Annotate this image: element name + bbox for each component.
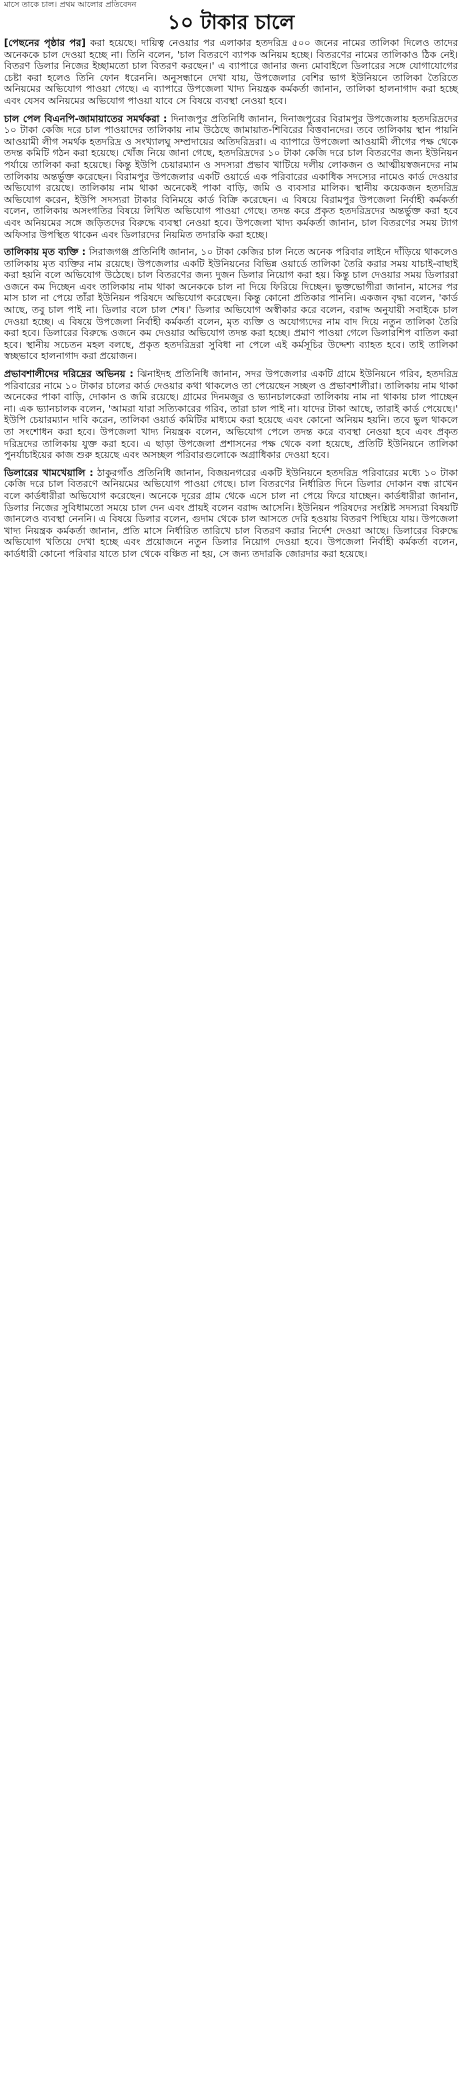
section-heading: ডিলারের খামখেয়ালি : bbox=[4, 467, 94, 479]
section-text: সিরাজগঞ্জ প্রতিনিধি জানান, ১০ টাকা কেজির চাল নিতে অনেক পরিবার লাইনে দাঁড়িয়ে থাকলেও তালিকায় মৃত ব্যক্তির নাম রয়েছে। উপজেলার একটি ইউনিয়নের বিভিন্ন ওয়ার্ডে তালিকা তৈরি করার সময় যাচাই-বাছাই করা হয়নি বলে অভিযোগ উঠেছে। চাল বিতরণের জন্য দুজন ডিলার নিয়োগ করা হয়। কিন্তু চাল দেওয়ার সময় ডিলাররা ওজনে কম দিচ্ছেন এবং তালিকায় নাম থাকা অনেককে চাল না দিয়ে ফিরিয়ে দিচ্ছেন। ভুক্তভোগীরা জানান, মাসের পর মাস চাল না পেয়ে তাঁরা ইউনিয়ন পরিষদে অভিযোগ করেছেন। কিন্তু কোনো প্রতিকার পাননি। একজন বৃদ্ধা বলেন, 'কার্ড আছে, তবু চাল পাই না। ডিলার বলে চাল শেষ।' ডিলার অভিযোগ অস্বীকার করে বলেন, বরাদ্দ অনুযায়ী সবাইকে চাল দেওয়া হচ্ছে। এ বিষয়ে উপজেলা নির্বাহী কর্মকর্তা বলেন, মৃত ব্যক্তি ও অযোগ্যদের নাম বাদ দিয়ে নতুন তালিকা তৈরি করা হবে। ডিলারের বিরুদ্ধে ওজনে কম দেওয়ার অভিযোগ তদন্ত করা হচ্ছে। প্রমাণ পাওয়া গেলে ডিলারশিপ বাতিল করা হবে। স্থানীয় সচেতন মহল বলছে, প্রকৃত হতদরিদ্ররা সুবিধা না পেলে এই কর্মসূচির উদ্দেশ্য ব্যাহত হবে। তাই তালিকা স্বচ্ছভাবে হালনাগাদ করা প্রয়োজন। bbox=[4, 247, 458, 363]
section-heading: প্রভাবশালীদের দরিদ্রের অভিনয় : bbox=[4, 369, 134, 381]
section-text: দিনাজপুর প্রতিনিধি জানান, দিনাজপুরের বিরামপুর উপজেলায় হতদরিদ্রদের ১০ টাকা কেজি দরে চাল পাওয়াদের তালিকায় নাম উঠেছে জামায়াত-শিবিরের বিত্তবানদের। তবে তালিকায় স্থান পায়নি আওয়ামী লীগ সমর্থক হতদরিদ্র ও সংখ্যালঘু সম্প্রদায়ের অতিদরিদ্ররা। এ ব্যাপারে উপজেলা আওয়ামী লীগের পক্ষ থেকে তদন্ত কমিটি গঠন করা হয়েছে। খোঁজ নিয়ে জানা গেছে, হতদরিদ্রদের ১০ টাকা কেজি দরে চাল বিতরণের জন্য ইউনিয়ন পর্যায়ে তালিকা করা হয়েছে। কিন্তু ইউপি চেয়ারম্যান ও সদস্যরা প্রভাব খাটিয়ে দলীয় লোকজন ও আত্মীয়স্বজনদের নাম তালিকায় অন্তর্ভুক্ত করেছেন। বিরামপুর উপজেলার একটি ওয়ার্ডে এক পরিবারের একাধিক সদস্যের নামেও কার্ড দেওয়ার অভিযোগ রয়েছে। তালিকায় নাম থাকা অনেকেই পাকা বাড়ি, জমি ও ব্যবসার মালিক। স্থানীয় কয়েকজন হতদরিদ্র অভিযোগ করেন, ইউপি সদস্যরা টাকার বিনিময়ে কার্ড বিক্রি করেছেন। এ বিষয়ে বিরামপুর উপজেলা নির্বাহী কর্মকর্তা বলেন, তালিকায় অসংগতির বিষয়ে লিখিত অভিযোগ পাওয়া গেছে। তদন্ত করে প্রকৃত হতদরিদ্রদের অন্তর্ভুক্ত করা হবে এবং অনিয়মের সঙ্গে জড়িতদের বিরুদ্ধে ব্যবস্থা নেওয়া হবে। উপজেলা খাদ্য কর্মকর্তা জানান, চাল বিতরণের সময় ট্যাগ অফিসার উপস্থিত থাকেন এবং ডিলারদের নিয়মিত তদারকি করা হচ্ছে। bbox=[4, 113, 458, 241]
top-strip-text: মাসে তাকে চাল। প্রথম আলোর প্রতিবেদন bbox=[4, 0, 137, 9]
section-dead-names bbox=[4, 247, 458, 363]
section-text: ঝিনাইদহ প্রতিনিধি জানান, সদর উপজেলার একটি গ্রামে ইউনিয়নে গরিব, হতদরিদ্র পরিবারের নামে ১০ টাকার চালের কার্ড দেওয়ার কথা থাকলেও তা পেয়েছেন সচ্ছল ও প্রভাবশালীরা। তালিকায় নাম থাকা অনেকের পাকা বাড়ি, দোকান ও জমি রয়েছে। গ্রামের দিনমজুর ও ভ্যানচালকেরা তালিকায় নাম না থাকায় চাল পাচ্ছেন না। এক ভ্যানচালক বলেন, 'আমরা যারা সত্যিকারের গরিব, তারা চাল পাই না। যাদের টাকা আছে, তারাই কার্ড পেয়েছে।' ইউপি চেয়ারম্যান দাবি করেন, তালিকা ওয়ার্ড কমিটির মাধ্যমে করা হয়েছে এবং কোনো অনিয়ম হয়নি। তবে ভুল থাকলে তা সংশোধন করা হবে। উপজেলা খাদ্য নিয়ন্ত্রক বলেন, অভিযোগ পেলে তদন্ত করে ব্যবস্থা নেওয়া হবে এবং প্রকৃত দরিদ্রদের তালিকায় যুক্ত করা হবে। এ ছাড়া উপজেলা প্রশাসনের পক্ষ থেকে বলা হয়েছে, প্রতিটি ইউনিয়নে তালিকা পুনর্যাচাইয়ের কাজ শুরু হয়েছে এবং অসচ্ছল পরিবারগুলোকে অগ্রাধিকার দেওয়া হবে। bbox=[4, 369, 458, 462]
intro-text: করা হয়েছে। দায়িত্ব নেওয়ার পর এলাকার হতদরিদ্র ৫০০ জনের নামের তালিকা দিলেও তাদের অনেককে চাল দেওয়া হচ্ছে না। তিনি বলেন, 'চাল বিতরণে ব্যাপক অনিয়ম হচ্ছে। বিতরণের নামের তালিকাও ঠিক নেই। বিতরণ ডিলার নিজের ইচ্ছামতো চাল বিতরণ করছেন।' এ ব্যাপারে জানার জন্য মোবাইলে ডিলারের সঙ্গে যোগাযোগের চেষ্টা করা হলেও তিনি ফোন ধরেননি। অনুসন্ধানে দেখা যায়, উপজেলার বেশির ভাগ ইউনিয়নে তালিকা তৈরিতে অনিয়মের অভিযোগ পাওয়া গেছে। এ ব্যাপারে উপজেলা খাদ্য নিয়ন্ত্রক কর্মকর্তা জানান, তালিকা হালনাগাদ করা হচ্ছে এবং যেসব অনিয়মের অভিযোগ পাওয়া যাবে সে বিষয়ে ব্যবস্থা নেওয়া হবে। bbox=[4, 38, 458, 107]
intro-paragraph bbox=[4, 38, 458, 108]
section-heading: চাল পেল বিএনপি-জামায়াতের সমর্থকরা : bbox=[4, 113, 168, 125]
section-influential bbox=[4, 369, 458, 462]
continuation-marker: [পেছনের পৃষ্ঠার পর] bbox=[4, 38, 86, 49]
section-dealer bbox=[4, 468, 458, 561]
section-heading: তালিকায় মৃত ব্যক্তি : bbox=[4, 247, 86, 259]
section-text: ঠাকুরগাঁও প্রতিনিধি জানান, বিজয়নগরের একটি ইউনিয়নে হতদরিদ্র পরিবারের মধ্যে ১০ টাকা কেজি দরে চাল বিতরণে অনিয়মের অভিযোগ পাওয়া গেছে। চাল বিতরণের নির্ধারিত দিনে ডিলার দোকান বন্ধ রাখেন বলে কার্ডধারীরা অভিযোগ করেছেন। অনেকে দূরের গ্রাম থেকে এসে চাল না পেয়ে ফিরে যাচ্ছেন। কার্ডধারীরা জানান, ডিলার নিজের সুবিধামতো সময়ে চাল দেন এবং প্রায়ই বলেন বরাদ্দ আসেনি। ইউনিয়ন পরিষদের সংশ্লিষ্ট সদস্যরা বিষয়টি জানলেও ব্যবস্থা নেননি। এ বিষয়ে ডিলার বলেন, গুদাম থেকে চাল আসতে দেরি হওয়ায় বিতরণ পিছিয়ে যায়। উপজেলা খাদ্য নিয়ন্ত্রক কর্মকর্তা জানান, প্রতি মাসে নির্ধারিত তারিখে চাল বিতরণ করার নির্দেশ দেওয়া আছে। ডিলারের বিরুদ্ধে অভিযোগ খতিয়ে দেখা হচ্ছে এবং প্রয়োজনে নতুন ডিলার নিয়োগ দেওয়া হবে। উপজেলা নির্বাহী কর্মকর্তা বলেন, কার্ডধারী কোনো পরিবার যাতে চাল থেকে বঞ্চিত না হয়, সে জন্য তদারকি জোরদার করা হয়েছে। bbox=[4, 467, 458, 560]
section-supporters bbox=[4, 114, 458, 242]
article-headline: ১০ টাকার চালে bbox=[167, 10, 295, 34]
